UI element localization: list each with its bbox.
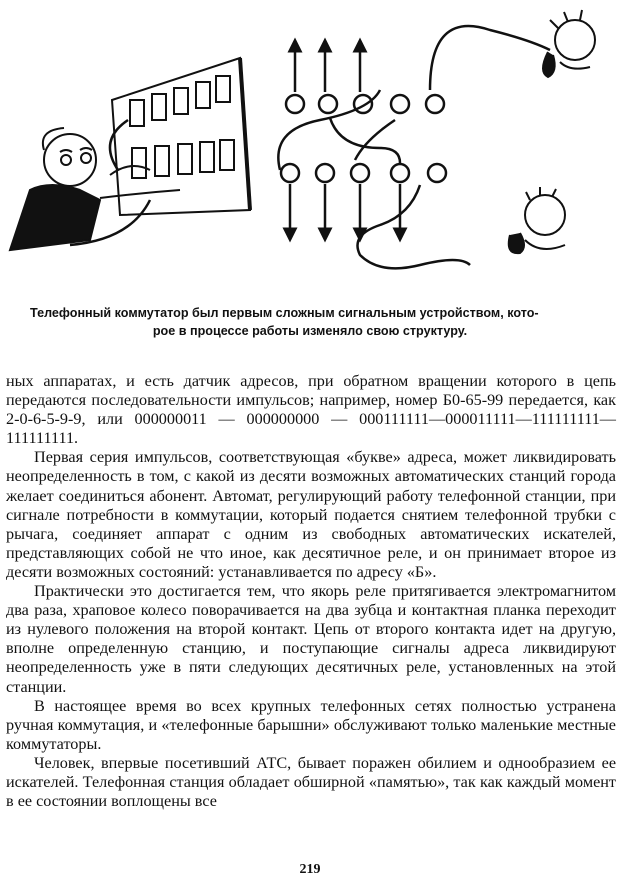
paragraph: Практически это достигается тем, что якорь реле притягивается электромагнитом два раза, храповое колесо поворачивается на два зубца и контактная планка переходит из нулевого положения на второй контакт. Цепь от второго контакта идет на другую, вполне определенную станцию, и поступающие сигналы адреса ликвидируют неопределенность уже в пяти следующих десятичных реле, установленных на этой станции. xyxy=(6,582,616,696)
caption-line-1: Телефонный коммутатор был первым сложным сигнальным устройством, кото- xyxy=(30,306,539,320)
relay-diagram xyxy=(278,26,550,268)
paragraph: Первая серия импульсов, соответствующая «букве» адреса, может ликвидировать неопределенность в том, с какой из десяти возможных автоматических станций города желает соединиться абонент. Автомат, регулирующий работу телефонной станции, при сигнале потребности в коммутации, который подается снятием телефонной трубки с рычага, соединяет аппарат с одним из свободных автоматических искателей, представляющих собой не что иное, как десятичное реле, и он принимает второе из десяти возможных состояний: устанавливается по адресу «Б». xyxy=(6,448,616,581)
paragraph: В настоящее время во всех крупных телефонных сетях полностью устранена ручная коммутация, и «телефонные барышни» обслуживают только маленькие местные коммутаторы. xyxy=(6,696,616,753)
figure-caption xyxy=(30,304,590,340)
body-text xyxy=(6,372,616,811)
switchboard-illustration xyxy=(0,0,620,300)
paragraph: ных аппаратах, и есть датчик адресов, при обратном вращении которого в цепь передаются последовательности импульсов; например, номер Б0-65-99 передается, как 2-0-6-5-9-9, или 000000011 — 000000000 — 000111111—000011111—111111111—111111111. xyxy=(6,372,616,448)
caller-figure-bottom xyxy=(509,187,565,253)
page-number: 219 xyxy=(299,862,321,877)
caption-line-2: рое в процессе работы изменяло свою структуру. xyxy=(152,324,468,338)
paragraph: Человек, впервые посетивший АТС, бывает поражен обилием и однообразием ее искателей. Телефонная станция обладает обширной «памятью», так как каждый момент в ее состоянии воплощены все xyxy=(6,753,616,811)
switchboard-panel xyxy=(112,58,250,215)
caller-figure-top xyxy=(543,10,595,77)
